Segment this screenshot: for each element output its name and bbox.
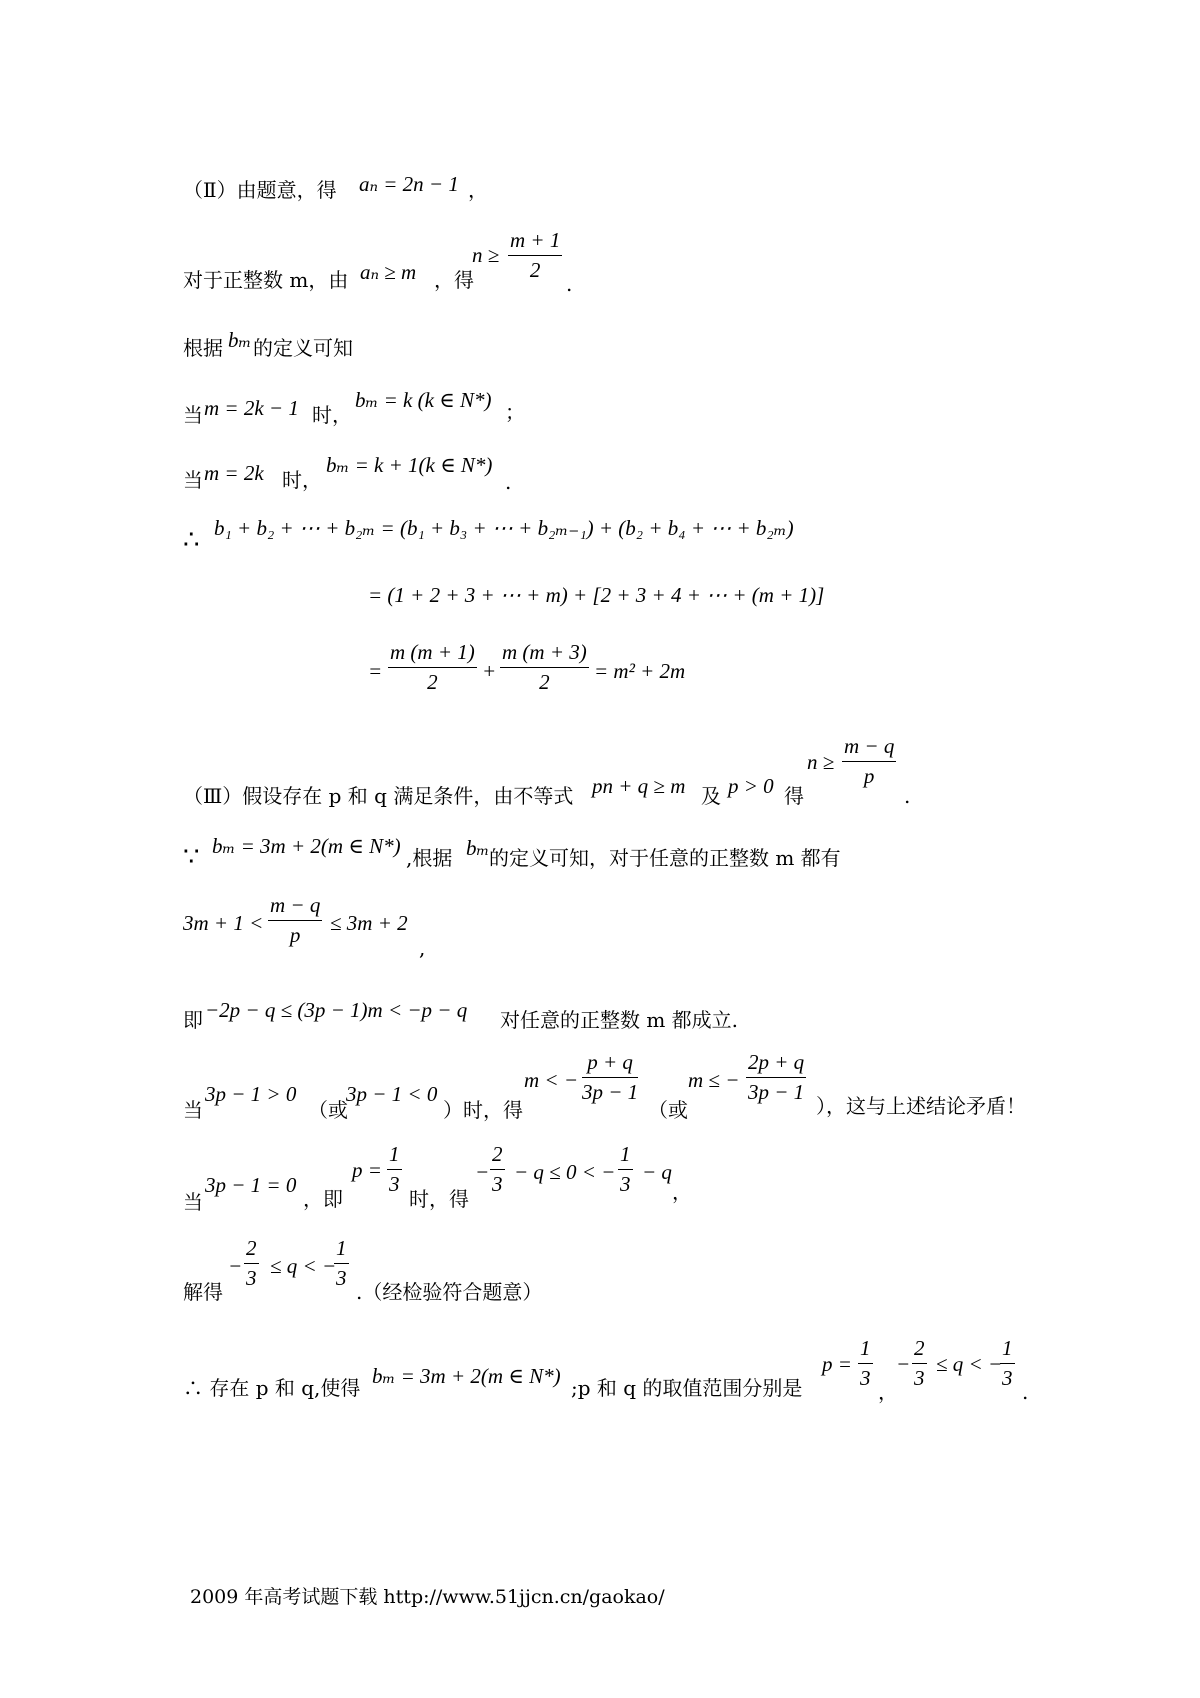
fraction-1-over-3: 1 3 (389, 1142, 400, 1196)
punct: . (1022, 1380, 1029, 1404)
punct: ； (505, 400, 525, 424)
fraction-2p-q-over-3p-1: 2p + q 3p − 1 (748, 1050, 805, 1104)
part-2-intro: （Ⅱ）由题意，得 (183, 178, 337, 202)
part-3-intro: （Ⅲ）假设存在 p 和 q 满足条件，由不等式 (183, 784, 574, 808)
formula-minus-q-le-0: − q ≤ 0 < − (514, 1160, 616, 1184)
text-by: ,根据 (406, 846, 453, 870)
text-or: （或 (648, 1098, 688, 1122)
text-namely: ，即 (303, 1187, 343, 1211)
text-namely: 即 (183, 1008, 203, 1032)
text-by-definition: 根据 (183, 336, 223, 360)
formula-3p-1-eq-0: 3p − 1 = 0 (205, 1173, 297, 1197)
formula-3p-1-gt-0: 3p − 1 > 0 (205, 1082, 297, 1106)
text-time: 时， (312, 403, 352, 427)
punct: ， (672, 1180, 692, 1204)
punct: , (419, 936, 426, 960)
text-or: （或 (308, 1098, 348, 1122)
text-conclusion: ∴ 存在 p 和 q,使得 (183, 1376, 361, 1400)
punct: ， (878, 1380, 898, 1404)
plus-sign: + (482, 659, 497, 683)
text-contradiction: ），这与上述结论矛盾！ (816, 1094, 1026, 1118)
formula-an-ge-m: aₙ ≥ m (360, 260, 417, 284)
formula-m-lt-minus: m < − (524, 1068, 579, 1092)
fraction-1-over-3: 1 3 (860, 1336, 871, 1390)
formula-inequality-chain: −2p − q ≤ (3p − 1)m < −p − q (205, 998, 468, 1022)
formula-3m-plus-1-lt: 3m + 1 < (183, 911, 264, 935)
text-when: 当 (183, 468, 203, 492)
text-get: 得 (784, 784, 804, 808)
text-ranges-are: ;p 和 q 的取值范围分别是 (571, 1376, 803, 1400)
fraction-m-m-plus-3-over-2: m (m + 3) 2 (502, 640, 587, 694)
minus-sign: − (475, 1160, 490, 1184)
fraction-m-minus-q-over-p: m − q p (270, 893, 321, 947)
punct: . (505, 470, 512, 494)
punct: ， (468, 178, 488, 202)
formula-le-3m-plus-2: ≤ 3m + 2 (330, 911, 408, 935)
formula-bm-k-plus-1: bₘ = k + 1(k ∈ N*) (326, 453, 493, 477)
text-then-get: ）时，得 (443, 1098, 523, 1122)
formula-bm: bₘ (228, 328, 252, 352)
minus-sign: − (228, 1254, 243, 1278)
fraction-m-plus-1-over-2: m + 1 2 (510, 228, 561, 282)
fraction-2-over-3: 2 3 (246, 1236, 257, 1290)
text-for-positive-m: 对于正整数 m，由 (183, 268, 349, 292)
minus-sign: − (896, 1352, 911, 1376)
text-when: 当 (183, 1190, 203, 1214)
formula-3p-1-lt-0: 3p − 1 < 0 (346, 1082, 438, 1106)
text-solve: 解得 (183, 1280, 223, 1304)
footer-download-link[interactable]: 2009 年高考试题下载 http://www.51jjcn.cn/gaokao/ (190, 1586, 665, 1608)
punct: . (904, 784, 911, 808)
text-verified: .（经检验符合题意） (356, 1280, 543, 1304)
text-for-any-m: 的定义可知，对于任意的正整数 m 都有 (489, 846, 841, 870)
therefore-symbol: ∴ (183, 525, 200, 555)
fraction-m-minus-q-over-p: m − q p (844, 734, 895, 788)
punct: . (566, 272, 573, 296)
formula-le-q-lt-minus: ≤ q < − (270, 1254, 337, 1278)
formula-sum-split: b₁ + b₂ + ⋯ + b₂ₘ = (b₁ + b₃ + ⋯ + b₂ₘ₋₁) + (b₂ + b₄ + ⋯ + b₂ₘ) (214, 516, 794, 540)
formula-bm-3m-2: bₘ = 3m + 2(m ∈ N*) (212, 834, 401, 858)
formula-sum-expanded: = (1 + 2 + 3 + ⋯ + m) + [2 + 3 + 4 + ⋯ + (m + 1)] (368, 583, 825, 607)
text-when: 当 (183, 403, 203, 427)
text-get: ，得 (434, 268, 474, 292)
formula-minus-q: − q (642, 1160, 672, 1184)
fraction-m-m-plus-1-over-2: m (m + 1) 2 (390, 640, 475, 694)
formula-n-ge: n ≥ (807, 750, 835, 774)
text-holds-for-all-m: 对任意的正整数 m 都成立. (500, 1008, 739, 1032)
text-then-get: 时，得 (409, 1187, 469, 1211)
formula-an: aₙ = 2n − 1 (359, 172, 459, 196)
formula-bm-3m-2: bₘ = 3m + 2(m ∈ N*) (372, 1364, 561, 1388)
text-when: 当 (183, 1098, 203, 1122)
formula-m-2k-1: m = 2k − 1 (204, 396, 299, 420)
formula-m-le-minus: m ≤ − (688, 1068, 740, 1092)
formula-bm-k: bₘ = k (k ∈ N*) (355, 388, 492, 412)
formula-p-eq: p = (352, 1158, 382, 1182)
formula-m-2k: m = 2k (204, 461, 264, 485)
because-symbol: ∵ (183, 842, 200, 872)
equals-sign: = (368, 659, 383, 683)
fraction-1-over-3: 1 3 (1002, 1336, 1013, 1390)
formula-result: = m² + 2m (594, 659, 686, 683)
formula-p-eq: p = (822, 1352, 852, 1376)
fraction-p-q-over-3p-1: p + q 3p − 1 (582, 1050, 639, 1104)
formula-le-q-lt-minus: ≤ q < − (936, 1352, 1003, 1376)
text-definition-known: 的定义可知 (253, 336, 353, 360)
fraction-1-over-3: 1 3 (620, 1142, 631, 1196)
formula-pn-q-ge-m: pn + q ≥ m (592, 774, 686, 798)
formula-p-gt-0: p > 0 (728, 774, 774, 798)
fraction-2-over-3: 2 3 (914, 1336, 925, 1390)
text-time: 时， (282, 468, 322, 492)
fraction-1-over-3: 1 3 (336, 1236, 347, 1290)
text-and: 及 (701, 784, 721, 808)
formula-bm: bₘ (466, 836, 490, 860)
formula-n-ge: n ≥ (472, 243, 500, 267)
fraction-2-over-3: 2 3 (492, 1142, 503, 1196)
